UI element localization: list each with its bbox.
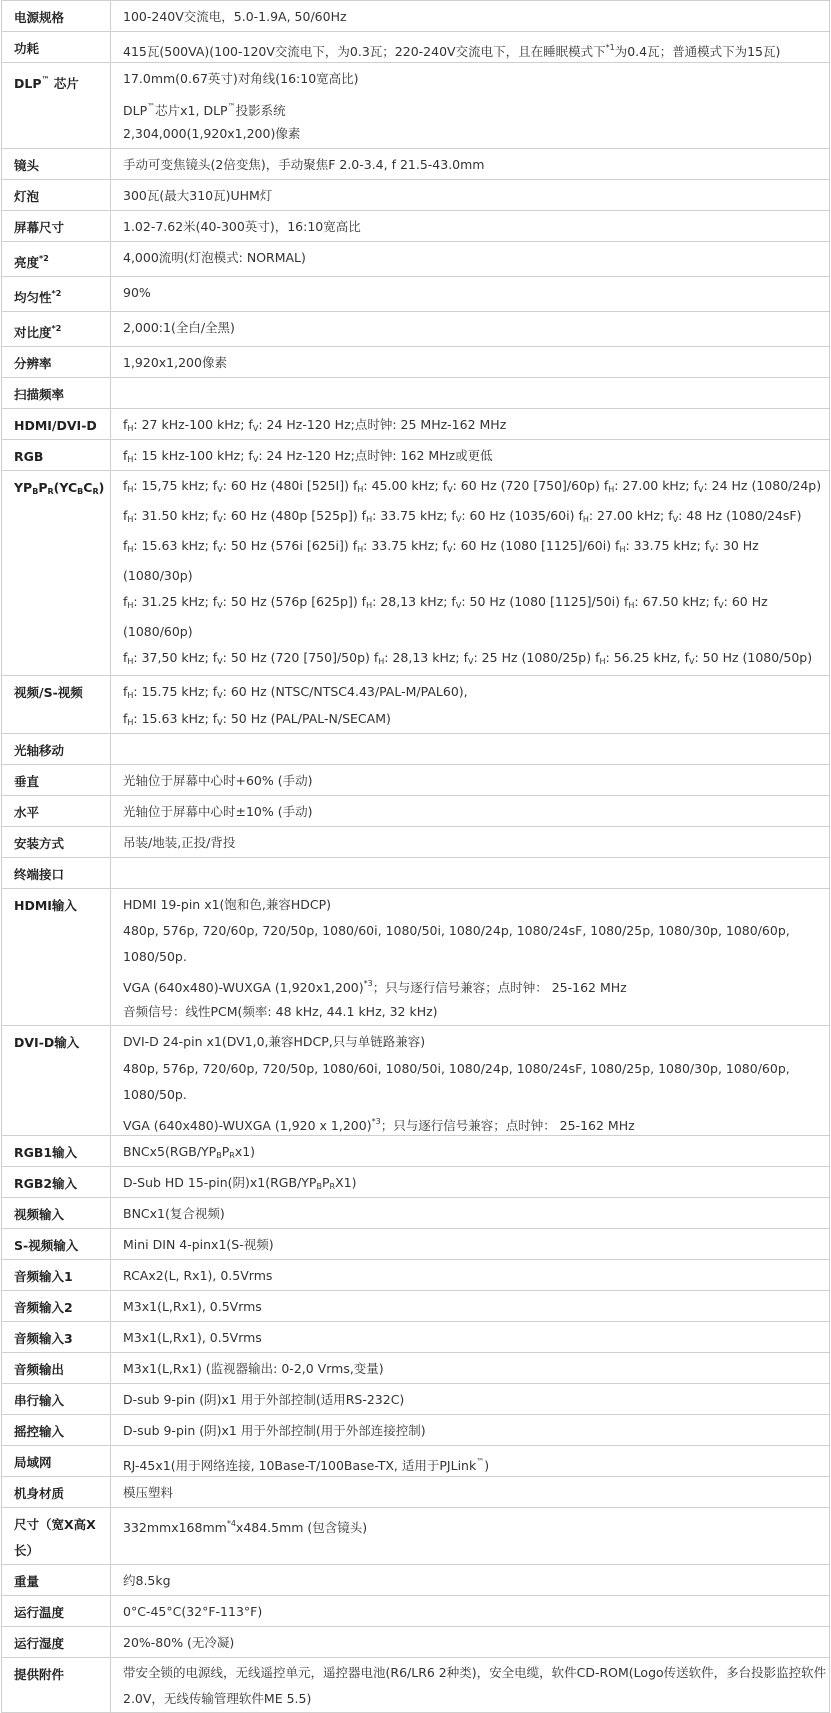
spec-value-line: $f_H$: 15,75 kHz; $f_V$: 60 Hz (480i [525I]) $f_H$: 45.00 kHz; $f_V$: 60 Hz (720 [750]/60p) $f_H$: 27.00 kHz; $f_V$: 24 Hz (1080/24p)	[123, 477, 822, 494]
spec-row	[2, 1198, 830, 1229]
spec-value	[111, 311, 830, 346]
spec-value-line: 约8.5kg	[123, 1573, 171, 1588]
spec-label: 屏幕尺寸	[2, 210, 111, 241]
spec-row	[2, 377, 830, 408]
spec-row	[2, 1167, 830, 1198]
spec-label: 终端接口	[2, 857, 111, 888]
spec-row	[2, 857, 830, 888]
spec-value	[111, 1322, 830, 1353]
spec-value	[111, 764, 830, 795]
spec-value-line	[123, 380, 829, 408]
spec-row	[2, 733, 830, 764]
spec-label: 镜头	[2, 148, 111, 179]
spec-row	[2, 1565, 830, 1596]
spec-value-line: $f_H$: 15.63 kHz; $f_V$: 50 Hz (576i [625i]) $f_H$: 33.75 kHz; $f_V$: 60 Hz (1080 [1125]/60i) $f_H$: 33.75 kHz; $f_V$: 30 Hz (1080/30p)	[123, 537, 759, 583]
spec-value	[111, 1026, 830, 1136]
spec-label: 串行输入	[2, 1384, 111, 1415]
spec-value	[111, 1291, 830, 1322]
spec-value	[111, 826, 830, 857]
spec-value-line: $f_H$: 31.50 kHz; $f_V$: 60 Hz (480p [525p]) $f_H$: 33.75 kHz; $f_V$: 60 Hz (1035/60i) $f_H$: 27.00 kHz; $f_V$: 48 Hz (1080/24sF)	[123, 507, 802, 524]
spec-row	[2, 795, 830, 826]
spec-row	[2, 1446, 830, 1477]
spec-value	[111, 1415, 830, 1446]
spec-value-line: 17.0mm(0.67英寸)对角线(16:10宽高比)	[123, 71, 359, 86]
spec-value-line: 1.02-7.62米(40-300英寸)，16:10宽高比	[123, 218, 361, 234]
spec-row	[2, 311, 830, 346]
spec-row	[2, 1260, 830, 1291]
spec-value	[111, 1198, 830, 1229]
spec-value-line: 带安全锁的电源线，无线遥控单元，遥控器电池(R6/LR6 2种类)，安全电缆，软件CD-ROM(Logo传送软件，多台投影监控软件2.0V，无线传输管理软件ME 5.5)	[123, 1665, 827, 1706]
spec-label: DLP™ 芯片	[2, 63, 111, 149]
spec-value	[111, 1508, 830, 1565]
spec-value-line: $f_H$: 15.63 kHz; $f_V$: 50 Hz (PAL/PAL-N/SECAM)	[123, 711, 391, 727]
spec-row	[2, 408, 830, 439]
spec-label: HDMI输入	[2, 888, 111, 1026]
spec-label: DVI-D输入	[2, 1026, 111, 1136]
spec-value-line: DVI-D 24-pin x1(DV1,0,兼容HDCP,只与单链路兼容)	[123, 1034, 426, 1049]
spec-label: 视频/S-视频	[2, 675, 111, 733]
spec-row	[2, 1353, 830, 1384]
spec-row	[2, 1229, 830, 1260]
spec-label: 亮度$^{*2}$	[2, 241, 111, 276]
spec-value-line: D-sub 9-pin (阴)x1 用于外部控制(适用RS-232C)	[123, 1392, 405, 1407]
spec-value	[111, 408, 830, 439]
spec-value-line: 2,000:1(全白/全黑)	[123, 319, 235, 335]
spec-value	[111, 1446, 830, 1477]
spec-row	[2, 764, 830, 795]
spec-label: 机身材质	[2, 1477, 111, 1508]
spec-table-body	[2, 1, 830, 1713]
spec-value-line	[123, 736, 829, 764]
spec-label: S-视频输入	[2, 1229, 111, 1260]
spec-value-line: RJ-45x1(用于网络连接, 10Base-T/100Base-TX, 适用于PJLink™)	[123, 1457, 490, 1473]
spec-label: 运行湿度	[2, 1627, 111, 1658]
spec-value	[111, 1384, 830, 1415]
spec-value-line: D-Sub HD 15-pin(阴)$x1(RGB/YP_BP_RX1)$	[123, 1175, 357, 1191]
spec-label: 功耗	[2, 32, 111, 63]
spec-label: RGB2输入	[2, 1167, 111, 1198]
spec-value-line: HDMI 19-pin x1(饱和色,兼容HDCP)	[123, 896, 332, 912]
spec-label: 尺寸（宽X高X长）	[2, 1508, 111, 1565]
spec-value-line: 480p, 576p, 720/60p, 720/50p, 1080/60i, 1080/50i, 1080/24p, 1080/24sF, 1080/25p, 1080/30p, 1080/60p, 1080/50p.	[123, 923, 790, 964]
spec-label: $YP_BP_R(YC_BC_R)$	[2, 470, 111, 675]
spec-value	[111, 377, 830, 408]
spec-row	[2, 241, 830, 276]
spec-row	[2, 148, 830, 179]
spec-label: RGB	[2, 439, 111, 470]
spec-value	[111, 210, 830, 241]
spec-value-line: 415瓦(500VA)(100-120V交流电下，为0.3瓦；220-240V交流电下，且在睡眠模式下$^{*1}$为0.4瓦；普通模式下为15瓦)	[123, 43, 781, 59]
spec-label: 音频输出	[2, 1353, 111, 1384]
spec-value-line: 吊装/地装,正投/背投	[123, 834, 236, 850]
spec-value	[111, 675, 830, 733]
spec-row	[2, 32, 830, 63]
spec-value	[111, 1260, 830, 1291]
spec-label: 安装方式	[2, 826, 111, 857]
spec-value	[111, 179, 830, 210]
spec-label: 重量	[2, 1565, 111, 1596]
spec-row	[2, 826, 830, 857]
spec-value	[111, 1565, 830, 1596]
spec-value-line: 光轴位于屏幕中心时±10% (手动)	[123, 803, 313, 819]
spec-row	[2, 1136, 830, 1167]
spec-value	[111, 1229, 830, 1260]
spec-value-line: M3x1(L,Rx1), 0.5Vrms	[123, 1299, 262, 1314]
spec-label: 水平	[2, 795, 111, 826]
spec-value-line: $f_H$: 15 kHz-100 kHz; $f_V$: 24 Hz-120 Hz;点时钟: 162 MHz或更低	[123, 447, 493, 464]
spec-value-line: 光轴位于屏幕中心时+60% (手动)	[123, 772, 313, 788]
spec-label: 局域网	[2, 1446, 111, 1477]
spec-value-line: 480p, 576p, 720/60p, 720/50p, 1080/60i, 1080/50i, 1080/24p, 1080/24sF, 1080/25p, 1080/30p, 1080/60p, 1080/50p.	[123, 1060, 790, 1102]
spec-row	[2, 1322, 830, 1353]
spec-label: 摇控输入	[2, 1415, 111, 1446]
spec-row	[2, 179, 830, 210]
spec-value	[111, 1658, 830, 1713]
spec-value-line: $f_H$: 27 kHz-100 kHz; $f_V$: 24 Hz-120 Hz;点时钟: 25 MHz-162 MHz	[123, 416, 507, 433]
spec-value	[111, 241, 830, 276]
spec-value-line: 300瓦(最大310瓦)UHM灯	[123, 187, 273, 203]
spec-label: 视频输入	[2, 1198, 111, 1229]
spec-value-line: VGA (640x480)-WUXGA $(1,920x1,200)^{*3}$；只与逐行信号兼容；点时钟： 25-162 MHz	[123, 979, 627, 995]
spec-value	[111, 32, 830, 63]
spec-value	[111, 1596, 830, 1627]
spec-value-line: VGA (640x480)-WUXGA (1,920 x 1,200)$^{*3}$；只与逐行信号兼容；点时钟： 25-162 MHz	[123, 1116, 635, 1133]
spec-row	[2, 675, 830, 733]
spec-value-line: 2,304,000(1,920x1,200)像素	[123, 126, 301, 141]
spec-value-line: 1,920x1,200像素	[123, 354, 227, 370]
spec-value	[111, 888, 830, 1026]
spec-label: 分辨率	[2, 346, 111, 377]
spec-row	[2, 1596, 830, 1627]
spec-value	[111, 276, 830, 311]
spec-label: 运行温度	[2, 1596, 111, 1627]
spec-value-line: 0°C-45°C(32°F-113°F)	[123, 1604, 263, 1619]
spec-value-line	[123, 860, 829, 888]
spec-value	[111, 148, 830, 179]
spec-row	[2, 63, 830, 149]
spec-row	[2, 1415, 830, 1446]
spec-label: 音频输入2	[2, 1291, 111, 1322]
spec-row	[2, 470, 830, 675]
spec-row	[2, 439, 830, 470]
spec-row	[2, 346, 830, 377]
spec-label: 对比度$^{*2}$	[2, 311, 111, 346]
spec-value	[111, 63, 830, 149]
spec-value	[111, 1353, 830, 1384]
spec-value-line: 手动可变焦镜头(2倍变焦)，手动聚焦F 2.0-3.4, f 21.5-43.0mm	[123, 156, 485, 172]
spec-value	[111, 1, 830, 32]
spec-row	[2, 210, 830, 241]
spec-value-line: M3x1(L,Rx1) (监视器输出: 0-2,0 Vrms,变量)	[123, 1361, 384, 1376]
spec-label: 垂直	[2, 764, 111, 795]
spec-label: 音频输入1	[2, 1260, 111, 1291]
spec-row	[2, 1, 830, 32]
spec-value-line: $f_H$: 15.75 kHz; $f_V$: 60 Hz (NTSC/NTSC4.43/PAL-M/PAL60),	[123, 683, 468, 700]
spec-value	[111, 470, 830, 675]
spec-row	[2, 1658, 830, 1713]
spec-value	[111, 346, 830, 377]
spec-row	[2, 888, 830, 1026]
spec-value-line: DLP™芯片x1, DLP™投影系统	[123, 101, 286, 118]
spec-value-line: $332mmx168mm^{*4}x484.5mm$ (包含镜头)	[123, 1519, 368, 1535]
spec-value-line: $f_H$: 31.25 kHz; $f_V$: 50 Hz (576p [625p]) $f_H$: 28,13 kHz; $f_V$: 50 Hz (1080 [1125]/50i) $f_H$: 67.50 kHz; $f_V$: 60 Hz (1080/60p)	[123, 593, 768, 639]
spec-label: 光轴移动	[2, 733, 111, 764]
spec-label: 均匀性$^{*2}$	[2, 276, 111, 311]
spec-value	[111, 1136, 830, 1167]
spec-value-line: Mini DIN 4-pinx1(S-视频)	[123, 1237, 274, 1252]
spec-value-line: BNCx1(复合视频)	[123, 1206, 225, 1221]
spec-label: 灯泡	[2, 179, 111, 210]
spec-value-line: $BNCx5(RGB/YP_BP_Rx1)$	[123, 1144, 256, 1160]
spec-label: RGB1输入	[2, 1136, 111, 1167]
spec-row	[2, 276, 830, 311]
spec-value-line: RCAx2(L, Rx1), 0.5Vrms	[123, 1268, 273, 1283]
spec-value-line: 音频信号：线性PCM(频率: 48 kHz, 44.1 kHz, 32 kHz)	[123, 1003, 438, 1019]
spec-value	[111, 857, 830, 888]
spec-row	[2, 1508, 830, 1565]
spec-value	[111, 1627, 830, 1658]
spec-label: 扫描频率	[2, 377, 111, 408]
spec-label: 电源规格	[2, 1, 111, 32]
spec-value	[111, 439, 830, 470]
spec-row	[2, 1384, 830, 1415]
spec-table	[1, 0, 830, 1713]
spec-value-line: 4,000流明(灯泡模式: NORMAL)	[123, 249, 306, 265]
spec-value-line: $f_H$: 37,50 kHz; $f_V$: 50 Hz (720 [750]/50p) $f_H$: 28,13 kHz; $f_V$: 25 Hz (1080/25p) $f_H$: 56.25 kHz, $f_V$: 50 Hz (1080/50p)	[123, 649, 813, 666]
spec-value-line: 100-240V交流电，5.0-1.9A, 50/60Hz	[123, 9, 347, 24]
spec-label: 音频输入3	[2, 1322, 111, 1353]
spec-value-line: M3x1(L,Rx1), 0.5Vrms	[123, 1330, 262, 1345]
spec-row	[2, 1291, 830, 1322]
spec-label: 提供附件	[2, 1658, 111, 1713]
spec-value-line: 20%-80% (无冷凝)	[123, 1635, 235, 1650]
spec-row	[2, 1627, 830, 1658]
spec-value	[111, 795, 830, 826]
spec-row	[2, 1026, 830, 1136]
spec-label: HDMI/DVI-D	[2, 408, 111, 439]
spec-value-line: D-sub 9-pin (阴)x1 用于外部控制(用于外部连接控制)	[123, 1423, 426, 1438]
spec-value-line: 90%	[123, 284, 151, 300]
spec-value-line: 模压塑料	[123, 1485, 174, 1500]
spec-value	[111, 1167, 830, 1198]
spec-value	[111, 733, 830, 764]
